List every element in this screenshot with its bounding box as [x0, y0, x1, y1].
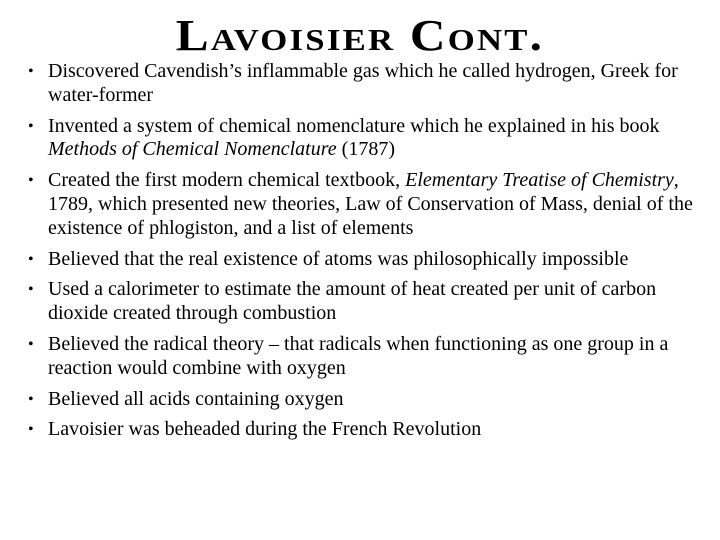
- bullet-item: [28, 278, 698, 326]
- bullet-text: Invented a system of chemical nomenclature which he explained in his book Methods of Chemical Nomenclature (1787): [48, 114, 660, 161]
- bullet-text: Created the first modern chemical textbook, Elementary Treatise of Chemistry, 1789, which presented new theories, Law of Conservation of Mass, denial of the existence of phlogiston, and a list of elements: [48, 169, 693, 239]
- bullet-text: Discovered Cavendish’s inflammable gas which he called hydrogen, Greek for water-former: [48, 60, 678, 106]
- bullet-dot-icon: •: [28, 281, 34, 299]
- bullet-item: [28, 60, 698, 108]
- bullet-dot-icon: •: [28, 117, 34, 135]
- bullet-dot-icon: •: [28, 390, 34, 408]
- bullet-text: Believed the radical theory – that radicals when functioning as one group in a reaction would combine with oxygen: [48, 332, 669, 379]
- bullet-text: Believed all acids containing oxygen: [48, 387, 344, 410]
- bullet-dot-icon: •: [28, 250, 34, 268]
- bullet-text: Lavoisier was beheaded during the French Revolution: [48, 418, 482, 441]
- bullet-text: Believed that the real existence of atoms was philosophically impossible: [48, 247, 629, 270]
- bullet-dot-icon: •: [28, 421, 34, 439]
- bullet-dot-icon: •: [28, 335, 34, 353]
- bullet-dot-icon: •: [28, 172, 34, 190]
- book-title: Methods of Chemical Nomenclature: [48, 138, 337, 161]
- bullet-item: [28, 418, 698, 442]
- bullet-item: [28, 169, 698, 240]
- bullet-item: [28, 248, 698, 272]
- bullet-list: [28, 60, 698, 449]
- book-title: Elementary Treatise of Chemistry: [405, 169, 674, 192]
- slide-title: Lavoisier Cont.: [175, 11, 545, 60]
- bullet-item: [28, 388, 698, 412]
- bullet-item: [28, 333, 698, 381]
- bullet-item: [28, 115, 698, 163]
- bullet-text: Used a calorimeter to estimate the amount of heat created per unit of carbon dioxide created through combustion: [48, 278, 657, 325]
- bullet-dot-icon: •: [28, 63, 34, 80]
